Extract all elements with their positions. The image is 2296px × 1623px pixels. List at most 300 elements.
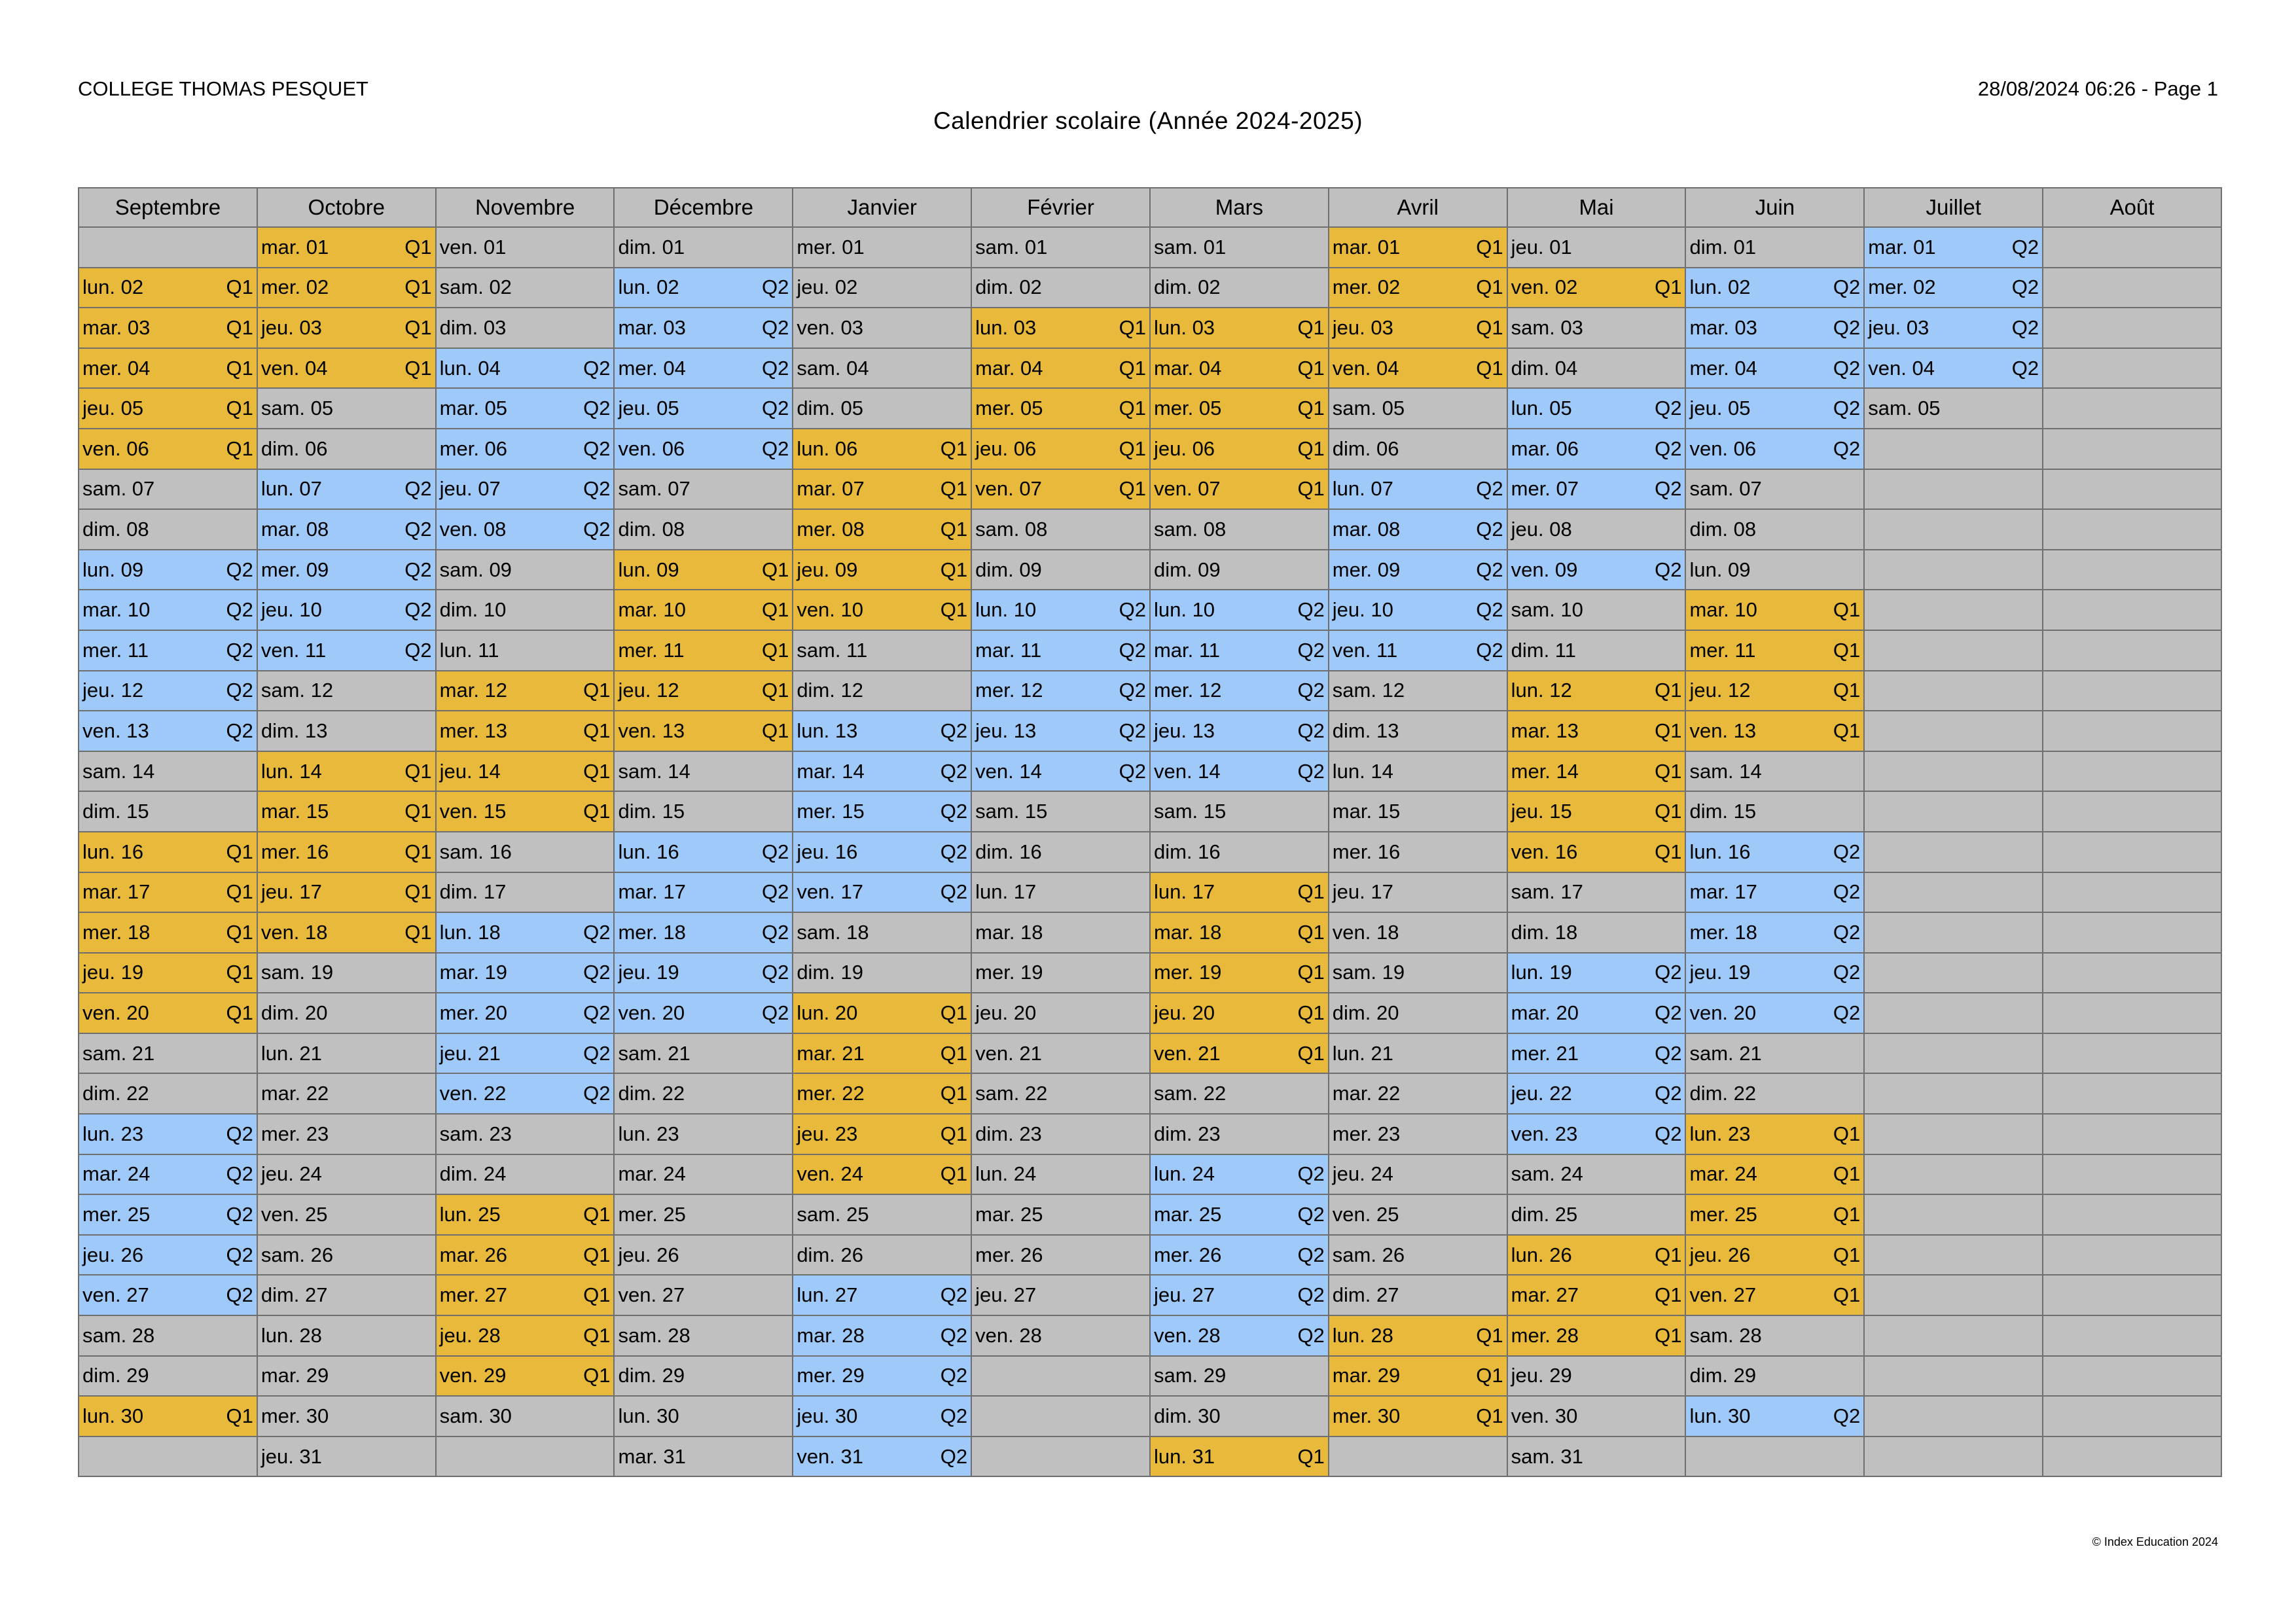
day-cell	[1150, 469, 1329, 510]
day-cell	[1329, 953, 1507, 993]
day-label: mer. 16	[260, 840, 329, 863]
day-label: sam. 12	[260, 679, 334, 702]
week-type-badge: Q1	[1119, 477, 1146, 501]
day-label: ven. 09	[1511, 558, 1578, 581]
day-cell	[793, 1073, 971, 1114]
week-type-badge: Q2	[1119, 598, 1146, 622]
day-cell	[1150, 791, 1329, 832]
day-label: dim. 25	[1511, 1203, 1578, 1226]
day-label: mar. 29	[1332, 1364, 1401, 1387]
day-cell	[1329, 1073, 1507, 1114]
day-cell	[793, 429, 971, 469]
day-cell	[614, 1275, 793, 1315]
day-cell	[436, 1436, 615, 1477]
week-type-badge: Q2	[226, 1243, 253, 1266]
month-header: Février	[971, 188, 1150, 227]
week-type-badge: Q2	[940, 1283, 968, 1307]
day-label: mer. 15	[797, 800, 865, 823]
day-cell	[1685, 630, 1864, 671]
day-label: lun. 12	[1511, 679, 1572, 702]
day-cell	[1150, 711, 1329, 751]
day-cell	[614, 791, 793, 832]
week-type-badge: Q2	[226, 719, 253, 742]
week-type-badge: Q1	[1655, 719, 1682, 742]
calendar-row	[79, 268, 2221, 308]
day-cell	[793, 550, 971, 590]
day-label: mer. 04	[82, 356, 151, 380]
day-cell	[971, 590, 1150, 630]
day-label: ven. 18	[1332, 920, 1399, 944]
day-cell	[1685, 832, 1864, 872]
day-cell	[793, 590, 971, 630]
day-cell	[436, 711, 615, 751]
day-label: ven. 25	[260, 1203, 328, 1226]
day-cell	[793, 872, 971, 913]
day-cell	[1507, 832, 1686, 872]
week-type-badge: Q2	[226, 1203, 253, 1226]
day-cell	[1329, 993, 1507, 1033]
day-label: lun. 09	[82, 558, 144, 581]
day-cell	[79, 630, 257, 671]
day-cell	[1864, 1356, 2043, 1397]
day-cell	[614, 308, 793, 348]
day-label: mar. 27	[1511, 1283, 1579, 1307]
day-cell	[1507, 550, 1686, 590]
day-cell	[1329, 1275, 1507, 1315]
day-label: jeu. 06	[975, 437, 1037, 460]
week-type-badge: Q1	[1476, 315, 1503, 339]
day-cell	[257, 711, 436, 751]
week-type-badge: Q1	[1476, 1364, 1503, 1387]
day-cell	[971, 1033, 1150, 1074]
day-cell	[971, 872, 1150, 913]
day-label: mar. 31	[618, 1444, 686, 1468]
day-cell	[1329, 1235, 1507, 1275]
day-cell	[1864, 348, 2043, 389]
day-label: jeu. 19	[1689, 961, 1751, 984]
day-cell	[257, 1073, 436, 1114]
week-type-badge: Q2	[761, 880, 789, 904]
day-cell	[436, 268, 615, 308]
day-cell	[971, 509, 1150, 550]
day-label: ven. 07	[1153, 477, 1221, 501]
day-cell	[1864, 550, 2043, 590]
day-label: lun. 27	[797, 1283, 858, 1307]
day-label: ven. 11	[260, 638, 327, 662]
day-label: jeu. 20	[1153, 1001, 1215, 1025]
day-label: mar. 10	[1689, 598, 1757, 622]
day-cell	[2043, 953, 2221, 993]
day-cell	[1150, 590, 1329, 630]
day-cell	[257, 791, 436, 832]
day-label: mer. 02	[1868, 276, 1936, 299]
day-cell	[79, 1114, 257, 1154]
day-label: mer. 25	[1689, 1203, 1757, 1226]
day-label: lun. 10	[1153, 598, 1215, 622]
day-label: lun. 13	[797, 719, 858, 742]
day-label: mer. 01	[797, 235, 865, 259]
week-type-badge: Q2	[940, 759, 968, 783]
day-label: jeu. 24	[260, 1162, 322, 1186]
week-type-badge: Q2	[1119, 638, 1146, 662]
week-type-badge: Q2	[583, 517, 611, 541]
day-label: mer. 18	[1689, 920, 1757, 944]
day-cell	[1150, 912, 1329, 953]
day-label: jeu. 12	[618, 679, 679, 702]
day-cell	[1864, 1073, 2043, 1114]
day-label: sam. 26	[1332, 1243, 1405, 1266]
day-cell	[1150, 227, 1329, 268]
week-type-badge: Q2	[1655, 477, 1682, 501]
day-cell	[793, 227, 971, 268]
day-cell	[2043, 1315, 2221, 1356]
day-cell	[79, 1235, 257, 1275]
day-label: ven. 14	[975, 759, 1042, 783]
day-cell	[614, 1436, 793, 1477]
day-label: mar. 28	[797, 1323, 865, 1347]
day-label: mer. 26	[1153, 1243, 1222, 1266]
day-cell	[2043, 912, 2221, 953]
day-cell	[1507, 912, 1686, 953]
day-label: mar. 17	[1689, 880, 1757, 904]
day-cell	[1150, 348, 1329, 389]
day-label: jeu. 05	[618, 397, 679, 420]
day-cell	[436, 993, 615, 1033]
day-cell	[1507, 1194, 1686, 1235]
week-type-badge: Q2	[1297, 1243, 1325, 1266]
day-label: mer. 05	[975, 397, 1043, 420]
day-cell	[1864, 872, 2043, 913]
day-label: lun. 28	[260, 1323, 322, 1347]
day-label: ven. 20	[618, 1001, 685, 1025]
day-label: dim. 15	[1689, 800, 1757, 823]
day-cell	[793, 1033, 971, 1074]
day-cell	[79, 872, 257, 913]
day-label: lun. 06	[797, 437, 858, 460]
day-label: lun. 14	[260, 759, 322, 783]
day-label: mer. 11	[82, 638, 149, 662]
day-cell	[436, 1356, 615, 1397]
day-label: lun. 25	[439, 1203, 501, 1226]
day-label: jeu. 08	[1511, 517, 1572, 541]
day-cell	[79, 590, 257, 630]
calendar-row	[79, 751, 2221, 792]
day-label: mer. 16	[1332, 840, 1401, 863]
calendar-row	[79, 1154, 2221, 1195]
day-label: sam. 05	[260, 397, 334, 420]
week-type-badge: Q1	[1476, 356, 1503, 380]
calendar-row	[79, 630, 2221, 671]
day-label: sam. 28	[1689, 1323, 1762, 1347]
day-cell	[1507, 993, 1686, 1033]
week-type-badge: Q1	[1297, 397, 1325, 420]
day-cell	[971, 1235, 1150, 1275]
day-cell	[1864, 469, 2043, 510]
day-label: lun. 05	[1511, 397, 1572, 420]
day-cell	[971, 429, 1150, 469]
day-label: lun. 14	[1332, 759, 1393, 783]
day-cell	[1507, 429, 1686, 469]
week-type-badge: Q2	[1476, 598, 1503, 622]
day-label: mar. 26	[439, 1243, 508, 1266]
week-type-badge: Q1	[1655, 1283, 1682, 1307]
day-cell	[1150, 1436, 1329, 1477]
week-type-badge: Q1	[761, 679, 789, 702]
day-cell	[436, 791, 615, 832]
day-cell	[79, 1275, 257, 1315]
day-cell	[1685, 388, 1864, 429]
day-cell	[1864, 1315, 2043, 1356]
week-type-badge: Q2	[761, 356, 789, 380]
day-cell	[436, 348, 615, 389]
day-label: jeu. 29	[1511, 1364, 1572, 1387]
week-type-badge: Q2	[761, 397, 789, 420]
day-label: mar. 03	[1689, 315, 1757, 339]
day-cell	[1507, 791, 1686, 832]
day-cell	[257, 227, 436, 268]
day-cell	[2043, 348, 2221, 389]
day-label: ven. 04	[1332, 356, 1399, 380]
day-label: mar. 01	[1332, 235, 1401, 259]
week-type-badge: Q2	[226, 1283, 253, 1307]
day-cell	[257, 1235, 436, 1275]
day-cell	[1507, 1073, 1686, 1114]
day-label: lun. 19	[1511, 961, 1572, 984]
day-cell	[1329, 388, 1507, 429]
week-type-badge: Q2	[583, 961, 611, 984]
week-type-badge: Q2	[1297, 1283, 1325, 1307]
week-type-badge: Q2	[1297, 719, 1325, 742]
day-cell	[971, 1194, 1150, 1235]
day-label: dim. 09	[1153, 558, 1221, 581]
day-label: dim. 16	[975, 840, 1042, 863]
day-cell	[1329, 429, 1507, 469]
day-cell	[1329, 509, 1507, 550]
calendar-row	[79, 993, 2221, 1033]
day-cell	[1150, 509, 1329, 550]
day-label: mer. 04	[1689, 356, 1757, 380]
day-cell	[79, 469, 257, 510]
day-label: mar. 24	[618, 1162, 686, 1186]
day-cell	[1507, 1114, 1686, 1154]
day-label: sam. 22	[1153, 1082, 1227, 1105]
day-cell	[2043, 671, 2221, 711]
day-cell	[793, 1114, 971, 1154]
day-label: jeu. 26	[618, 1243, 679, 1266]
day-label: dim. 18	[1511, 920, 1578, 944]
calendar-row	[79, 509, 2221, 550]
day-label: jeu. 20	[975, 1001, 1037, 1025]
day-cell	[79, 912, 257, 953]
day-cell	[1864, 268, 2043, 308]
print-date-page: 28/08/2024 06:26 - Page 1	[1977, 77, 2218, 100]
week-type-badge: Q2	[583, 1001, 611, 1025]
day-cell	[2043, 751, 2221, 792]
day-cell	[1685, 227, 1864, 268]
day-cell	[614, 509, 793, 550]
day-cell	[79, 671, 257, 711]
week-type-badge: Q1	[1476, 1323, 1503, 1347]
week-type-badge: Q1	[583, 759, 611, 783]
week-type-badge: Q2	[226, 598, 253, 622]
day-label: lun. 02	[1689, 276, 1751, 299]
day-label: mer. 02	[260, 276, 329, 299]
day-cell	[2043, 1275, 2221, 1315]
week-type-badge: Q1	[1833, 598, 1861, 622]
day-label: mar. 20	[1511, 1001, 1579, 1025]
day-label: lun. 11	[439, 638, 499, 662]
day-cell	[1685, 1194, 1864, 1235]
day-cell	[971, 912, 1150, 953]
day-label: ven. 30	[1511, 1404, 1578, 1428]
month-header: Décembre	[614, 188, 793, 227]
week-type-badge: Q2	[226, 558, 253, 581]
day-cell	[971, 348, 1150, 389]
calendar-row	[79, 791, 2221, 832]
day-label: lun. 30	[1689, 1404, 1751, 1428]
day-label: lun. 30	[618, 1404, 679, 1428]
day-cell	[436, 1396, 615, 1436]
week-type-badge: Q2	[1297, 1203, 1325, 1226]
day-cell	[1685, 711, 1864, 751]
day-label: mer. 12	[975, 679, 1043, 702]
day-cell	[79, 1436, 257, 1477]
week-type-badge: Q1	[583, 1203, 611, 1226]
day-label: lun. 17	[1153, 880, 1215, 904]
week-type-badge: Q2	[2011, 276, 2039, 299]
day-label: sam. 22	[975, 1082, 1048, 1105]
day-cell	[1507, 268, 1686, 308]
week-type-badge: Q1	[583, 800, 611, 823]
day-cell	[971, 1396, 1150, 1436]
day-label: sam. 21	[618, 1041, 691, 1065]
week-type-badge: Q2	[1297, 679, 1325, 702]
week-type-badge: Q2	[1655, 558, 1682, 581]
day-label: sam. 17	[1511, 880, 1583, 904]
day-cell	[1685, 671, 1864, 711]
day-cell	[257, 872, 436, 913]
day-label: lun. 10	[975, 598, 1037, 622]
day-label: sam. 30	[439, 1404, 512, 1428]
day-cell	[614, 550, 793, 590]
day-label: jeu. 30	[797, 1404, 858, 1428]
day-label: jeu. 19	[618, 961, 679, 984]
day-cell	[2043, 388, 2221, 429]
week-type-badge: Q2	[2011, 235, 2039, 259]
day-cell	[1507, 630, 1686, 671]
day-cell	[1685, 509, 1864, 550]
day-label: mar. 18	[975, 920, 1043, 944]
day-cell	[614, 1356, 793, 1397]
week-type-badge: Q1	[1655, 800, 1682, 823]
day-label: mar. 24	[82, 1162, 151, 1186]
week-type-badge: Q1	[226, 1404, 253, 1428]
day-cell	[1329, 550, 1507, 590]
calendar-row	[79, 590, 2221, 630]
day-label: ven. 27	[1689, 1283, 1757, 1307]
day-label: mar. 18	[1153, 920, 1222, 944]
day-cell	[971, 1356, 1150, 1397]
day-cell	[1329, 872, 1507, 913]
day-cell	[1864, 832, 2043, 872]
day-cell	[257, 1436, 436, 1477]
day-cell	[436, 590, 615, 630]
day-label: ven. 06	[82, 437, 149, 460]
day-cell	[2043, 791, 2221, 832]
week-type-badge: Q1	[1297, 437, 1325, 460]
day-cell	[614, 590, 793, 630]
day-label: dim. 11	[1511, 638, 1576, 662]
day-cell	[79, 227, 257, 268]
day-cell	[1685, 1396, 1864, 1436]
week-type-badge: Q1	[1833, 638, 1861, 662]
calendar-row	[79, 1436, 2221, 1477]
day-cell	[436, 469, 615, 510]
day-cell	[1329, 1436, 1507, 1477]
day-cell	[1329, 590, 1507, 630]
day-cell	[1685, 1315, 1864, 1356]
day-label: mer. 19	[1153, 961, 1222, 984]
week-type-badge: Q2	[761, 1001, 789, 1025]
day-label: ven. 22	[439, 1082, 507, 1105]
week-type-badge: Q2	[940, 719, 968, 742]
week-type-badge: Q1	[1119, 437, 1146, 460]
week-type-badge: Q2	[2011, 315, 2039, 339]
day-label: mar. 19	[439, 961, 508, 984]
week-type-badge: Q1	[583, 679, 611, 702]
day-cell	[971, 308, 1150, 348]
day-label: dim. 13	[260, 719, 328, 742]
week-type-badge: Q2	[583, 1082, 611, 1105]
day-label: mar. 24	[1689, 1162, 1757, 1186]
day-cell	[1685, 872, 1864, 913]
week-type-badge: Q1	[226, 961, 253, 984]
month-header: Novembre	[436, 188, 615, 227]
day-label: mer. 09	[1332, 558, 1401, 581]
week-type-badge: Q1	[226, 840, 253, 863]
day-label: dim. 22	[82, 1082, 149, 1105]
day-label: dim. 17	[439, 880, 507, 904]
day-label: mer. 21	[1511, 1041, 1579, 1065]
day-cell	[1507, 751, 1686, 792]
day-label: lun. 26	[1511, 1243, 1572, 1266]
day-cell	[2043, 590, 2221, 630]
week-type-badge: Q1	[583, 1364, 611, 1387]
day-label: jeu. 13	[1153, 719, 1215, 742]
day-label: mar. 03	[82, 315, 151, 339]
day-cell	[1150, 1033, 1329, 1074]
day-label: dim. 23	[1153, 1122, 1221, 1145]
day-cell	[614, 348, 793, 389]
day-label: jeu. 05	[82, 397, 144, 420]
week-type-badge: Q1	[226, 397, 253, 420]
week-type-badge: Q2	[1833, 880, 1861, 904]
day-cell	[1329, 630, 1507, 671]
day-label: mer. 11	[618, 638, 685, 662]
day-cell	[1864, 429, 2043, 469]
day-label: lun. 09	[1689, 558, 1751, 581]
day-label: dim. 04	[1511, 356, 1578, 380]
day-label: jeu. 06	[1153, 437, 1215, 460]
week-type-badge: Q2	[761, 920, 789, 944]
week-type-badge: Q1	[940, 1041, 968, 1065]
day-cell	[2043, 308, 2221, 348]
calendar-row	[79, 308, 2221, 348]
day-label: ven. 27	[618, 1283, 685, 1307]
week-type-badge: Q2	[1297, 759, 1325, 783]
day-cell	[2043, 993, 2221, 1033]
day-label: lun. 23	[618, 1122, 679, 1145]
